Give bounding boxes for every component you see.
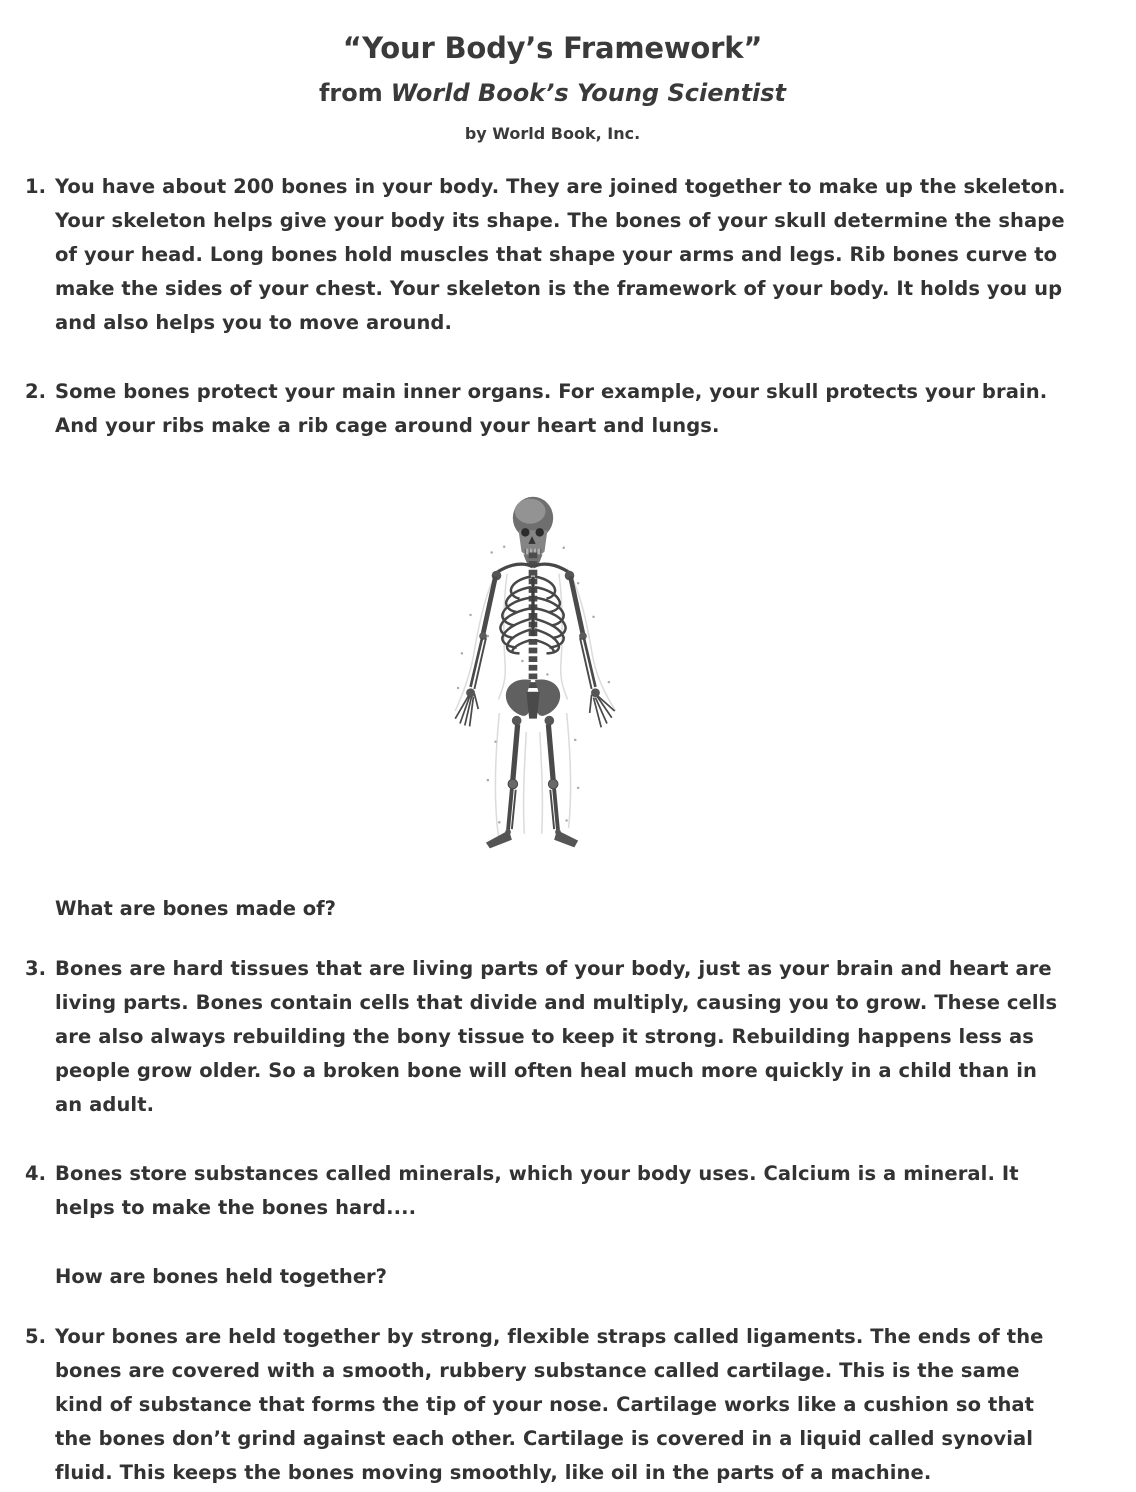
paragraph-number: 1. <box>25 175 47 198</box>
passage-body <box>25 170 1080 1490</box>
byline: by World Book, Inc. <box>464 124 641 143</box>
paragraph-number: 4. <box>25 1162 47 1185</box>
paragraph-3 <box>25 952 1080 1122</box>
page-title: “Your Body’s Framework” <box>342 31 763 65</box>
section-heading-how-are-bones-held-together: How are bones held together? <box>55 1265 387 1288</box>
section-heading-what-are-bones-made-of: What are bones made of? <box>55 897 336 920</box>
paragraph-number: 3. <box>25 957 47 980</box>
skeleton-figure <box>432 492 634 861</box>
subtitle-prefix: from <box>318 79 383 107</box>
paragraph-number: 5. <box>25 1325 47 1348</box>
skeleton-illustration <box>432 492 634 857</box>
paragraph-1 <box>25 170 1080 340</box>
skeleton-left-arm <box>455 571 501 727</box>
skeleton-left-leg <box>485 724 517 848</box>
figure-container <box>5 492 1060 861</box>
paragraph-5 <box>25 1320 1080 1490</box>
subtitle-source-title: World Book’s Young Scientist <box>390 79 787 107</box>
paragraph-2 <box>25 375 1080 443</box>
paragraph-4 <box>25 1157 1080 1225</box>
skeleton-right-arm <box>564 571 614 728</box>
document-header <box>25 30 1080 144</box>
paragraph-text: Your bones are held together by strong, flexible straps called ligaments. The ends of the bones are covered with a smooth, rubbery substance called cartilage. This is the same kind of substance that forms the tip of your nose. Cartilage works like a cushion so that the bones don’t grind against each other. Cartilage is covered in a liquid called synovial fluid. This keeps the bones moving smoothly, like oil in the parts of a machine. <box>55 1325 1044 1484</box>
paragraph-text: You have about 200 bones in your body. They are joined together to make up the skeleton. Your skeleton helps give your body its shape. The bones of your skull determine the shape of your head. Long bones hold muscles that shape your arms and legs. Rib bones curve to make the sides of your chest. Your skeleton is the framework of your body. It holds you up and also helps you to move around. <box>55 175 1066 334</box>
paragraph-text: Bones store substances called minerals, which your body uses. Calcium is a mineral. It helps to make the bones hard.... <box>55 1162 1019 1219</box>
paragraph-number: 2. <box>25 380 47 403</box>
paragraph-text: Bones are hard tissues that are living parts of your body, just as your brain and heart are living parts. Bones contain cells that divide and multiply, causing you to grow. These cells are also always rebuilding the bony tissue to keep it strong. Rebuilding happens less as people grow older. So a broken bone will often heal much more quickly in a child than in an adult. <box>55 957 1058 1116</box>
paragraph-text: Some bones protect your main inner organs. For example, your skull protects your brain. And your ribs make a rib cage around your heart and lungs. <box>55 380 1048 437</box>
subtitle <box>25 78 1080 108</box>
skeleton-right-leg <box>548 724 578 847</box>
